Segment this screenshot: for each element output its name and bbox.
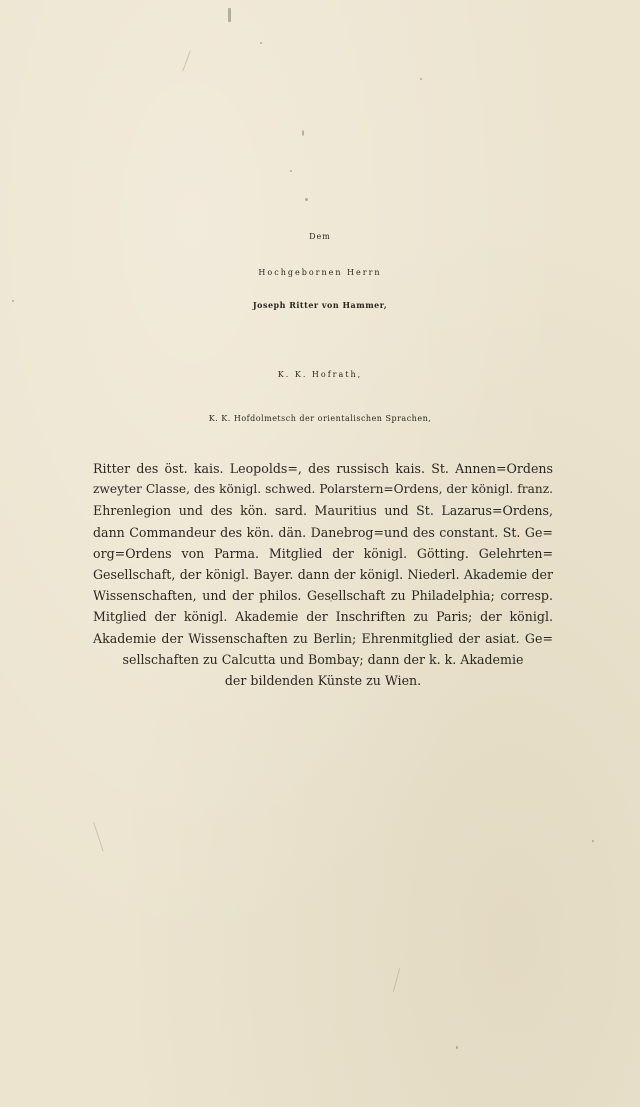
body-line: zweyter Classe, des königl. schwed. Polarstern=Ordens, der königl. franz. bbox=[93, 482, 553, 497]
dedication-name: Joseph Ritter von Hammer, bbox=[252, 300, 388, 310]
paper-speck bbox=[420, 78, 422, 80]
body-line: Gesellschaft, der königl. Bayer. dann der königl. Niederl. Akademie der bbox=[93, 567, 553, 583]
dedication-body bbox=[93, 458, 553, 691]
body-line: Mitglied der königl. Akademie der Inschriften zu Paris; der königl. bbox=[93, 609, 553, 625]
paper-speck bbox=[302, 130, 304, 136]
dedication-dem: Dem bbox=[309, 232, 331, 241]
paper-scratch bbox=[182, 50, 190, 71]
paper-speck bbox=[290, 170, 292, 172]
body-line: Akademie der Wissenschaften zu Berlin; Ehrenmitglied der asiat. Ge= bbox=[93, 630, 553, 646]
body-line: Wissenschaften, und der philos. Gesellschaft zu Philadelphia; corresp. bbox=[93, 588, 553, 604]
body-line: sellschaften zu Calcutta und Bombay; dann der k. k. Akademie bbox=[122, 651, 524, 667]
body-line: org=Ordens von Parma. Mitglied der königl. Götting. Gelehrten= bbox=[93, 545, 553, 561]
paper-speck bbox=[260, 42, 262, 44]
paper-speck bbox=[456, 1046, 458, 1049]
dedication-honorific: Hochgebornen Herrn bbox=[258, 268, 382, 277]
body-line: Ritter des öst. kais. Leopolds=, des russisch kais. St. Annen=Ordens bbox=[93, 461, 553, 476]
body-line: der bildenden Künste zu Wien. bbox=[224, 673, 422, 689]
body-line: Ehrenlegion und des kön. sard. Mauritius und St. Lazarus=Ordens, bbox=[93, 503, 553, 519]
paper-speck bbox=[305, 198, 308, 201]
dedication-title: K. K. Hofrath, bbox=[277, 370, 363, 379]
paper-speck bbox=[228, 8, 231, 22]
paper-scratch bbox=[93, 823, 103, 852]
paper-speck bbox=[592, 840, 594, 842]
paper-scratch bbox=[393, 968, 400, 991]
body-line: dann Commandeur des kön. dän. Danebrog=und des constant. St. Ge= bbox=[93, 524, 553, 540]
dedication-office: K. K. Hofdolmetsch der orientalischen Sprachen, bbox=[208, 414, 432, 423]
